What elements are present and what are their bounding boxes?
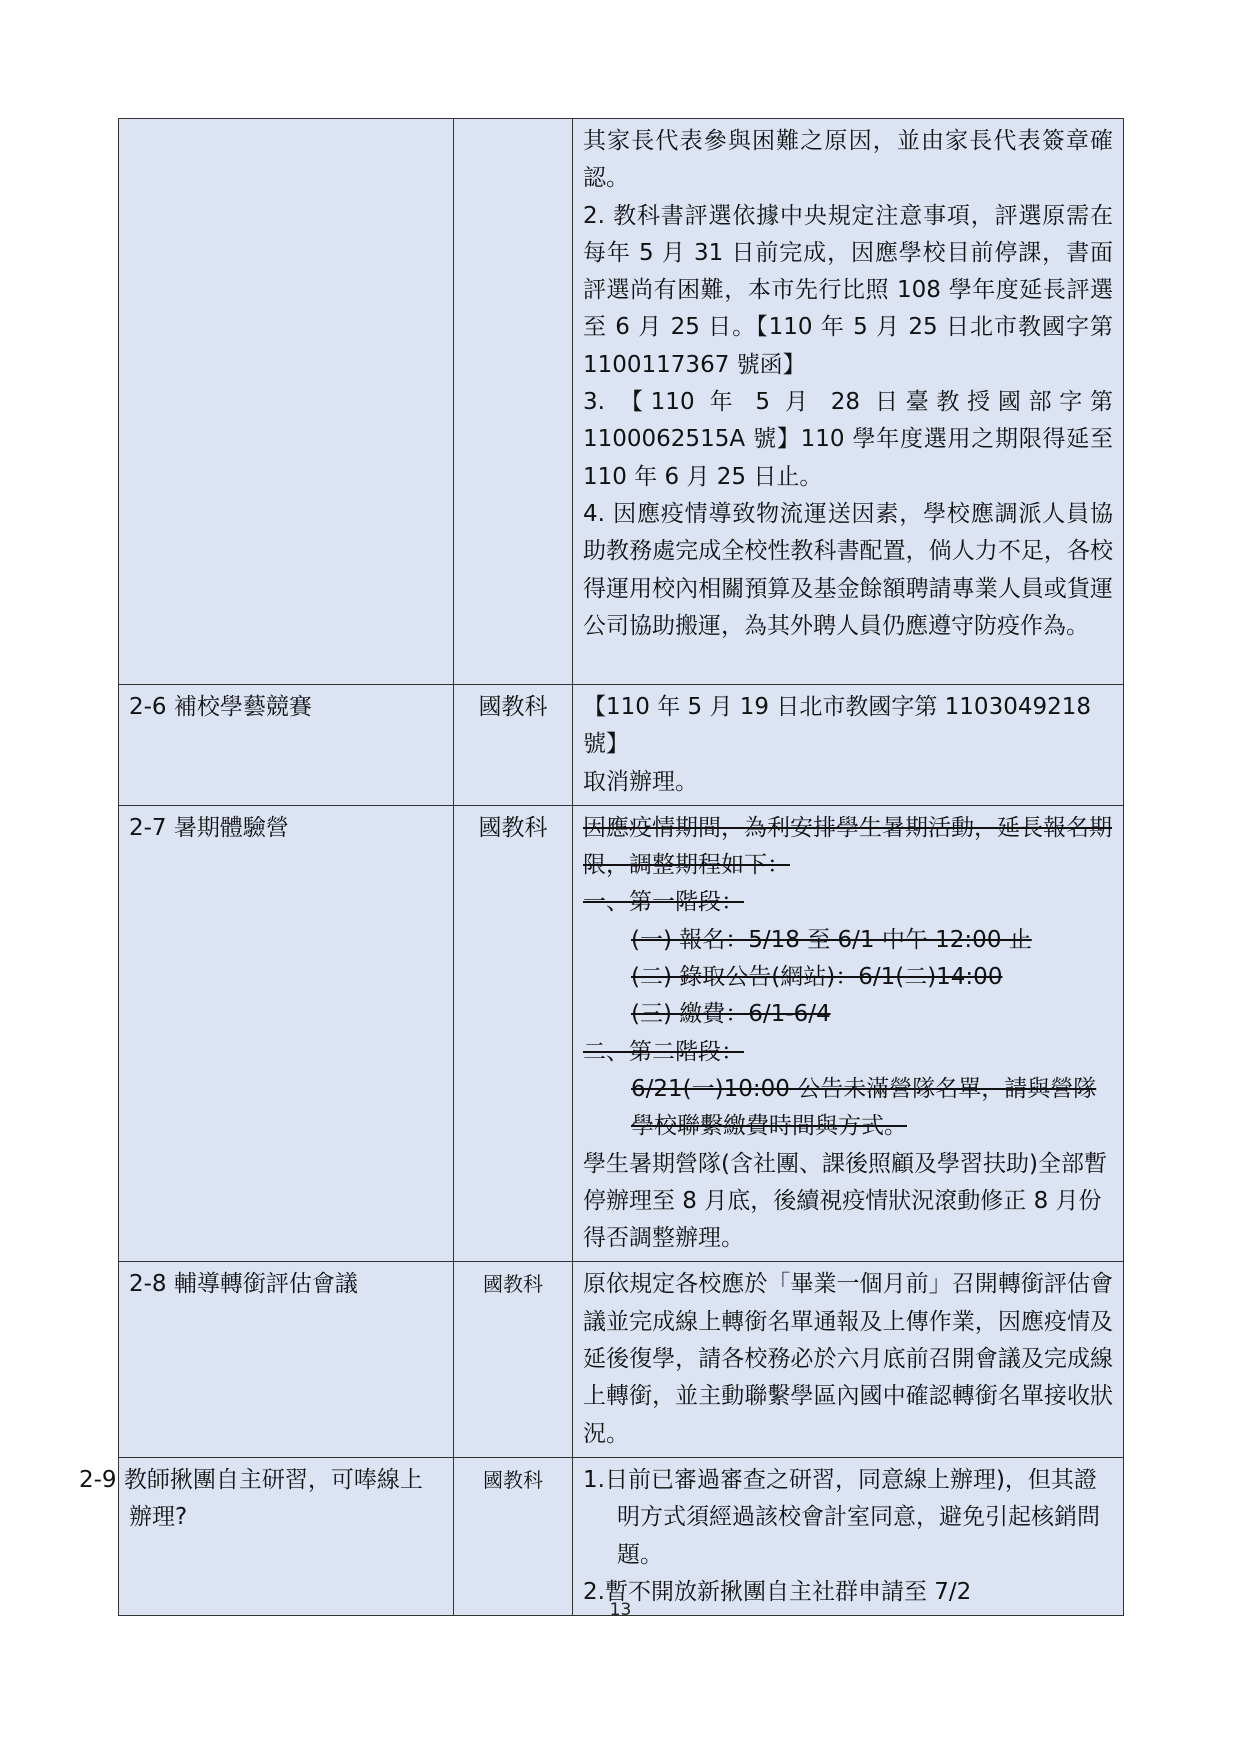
dept-cell: 國教科 — [454, 1457, 573, 1615]
content-paragraph: 3. 【110 年 5 月 28 日臺教授國部字第 1100062515A 號】110 學年度選用之期限得延至 110 年 6 月 25 日止。 — [583, 389, 1113, 490]
content-cell — [573, 1457, 1124, 1615]
topic-cell: 2-8 輔導轉銜評估會議 — [119, 1262, 454, 1457]
dept-cell: 國教科 — [454, 1262, 573, 1457]
struck-paragraph: 一、第一階段： — [583, 889, 744, 916]
dept-cell: 國教科 — [454, 685, 573, 806]
content-paragraph: 學生暑期營隊(含社團、課後照顧及學習扶助)全部暫停辦理至 8 月底，後續視疫情狀況滾動修正 8 月份得否調整辦理。 — [583, 1150, 1107, 1252]
content-cell — [573, 685, 1124, 806]
page-number: 13 — [609, 1600, 632, 1620]
content-paragraph: 1.日前已審過審查之研習，同意線上辦理)，但其證明方式須經過該校會計室同意，避免引起核銷問題。 — [583, 1466, 1100, 1568]
schedule-table — [79, 118, 1124, 1616]
struck-paragraph: (三) 繳費：6/1-6/4 — [631, 1001, 831, 1028]
content-cell — [573, 805, 1124, 1262]
table-row — [119, 1262, 1124, 1457]
struck-paragraph: (一) 報名：5/18 至 6/1 中午 12:00 止 — [631, 926, 1032, 953]
content-paragraph: 2. 教科書評選依據中央規定注意事項，評選原需在每年 5 月 31 日前完成，因應學校目前停課，書面評選尚有困難，本市先行比照 108 學年度延長評選至 6 月 25 日。【110 年 5 月 25 日北市教國字第 1100117367 號函】 — [583, 202, 1113, 378]
table-row — [119, 1457, 1124, 1615]
table-row — [119, 685, 1124, 806]
struck-paragraph: 二、第二階段： — [583, 1038, 744, 1065]
content-paragraph: 其家長代表參與困難之原因，並由家長代表簽章確認。 — [583, 128, 1113, 192]
topic-cell: 2-9 教師揪團自主研習，可唪線上辦理? — [119, 1457, 454, 1615]
content-paragraph: 2.暫不開放新揪團自主社群申請至 7/2 — [583, 1578, 972, 1605]
topic-cell — [119, 119, 454, 685]
topic-cell: 2-7 暑期體驗營 — [119, 805, 454, 1262]
dept-cell — [454, 119, 573, 685]
struck-paragraph: 因應疫情期間，為利安排學生暑期活動，延長報名期限，調整期程如下： — [583, 814, 1112, 879]
dept-cell: 國教科 — [454, 805, 573, 1262]
content-paragraph: 原依規定各校應於「畢業一個月前」召開轉銜評估會議並完成線上轉銜名單通報及上傳作業，因應疫情及延後復學，請各校務必於六月底前召開會議及完成線上轉銜，並主動聯繫學區內國中確認轉銜名單接收狀況。 — [583, 1271, 1113, 1447]
content-cell — [573, 1262, 1124, 1457]
table-row — [119, 119, 1124, 685]
content-paragraph: 【110 年 5 月 19 日北市教國字第 1103049218 號】 — [583, 694, 1091, 758]
topic-cell: 2-6 補校學藝競賽 — [119, 685, 454, 806]
content-cell — [573, 119, 1124, 685]
struck-paragraph: (二) 錄取公告(網站)：6/1(二)14:00 — [631, 964, 1003, 991]
content-paragraph: 取消辦理。 — [583, 768, 698, 795]
struck-paragraph: 6/21(一)10:00 公告未滿營隊名單，請與營隊學校聯繫繳費時間與方式。 — [631, 1075, 1097, 1140]
content-paragraph: 4. 因應疫情導致物流運送因素，學校應調派人員協助教務處完成全校性教科書配置，倘人力不足，各校得運用校內相關預算及基金餘額聘請專業人員或貨運公司協助搬運，為其外聘人員仍應遵守防疫作為。 — [583, 500, 1113, 639]
table-row — [119, 805, 1124, 1262]
